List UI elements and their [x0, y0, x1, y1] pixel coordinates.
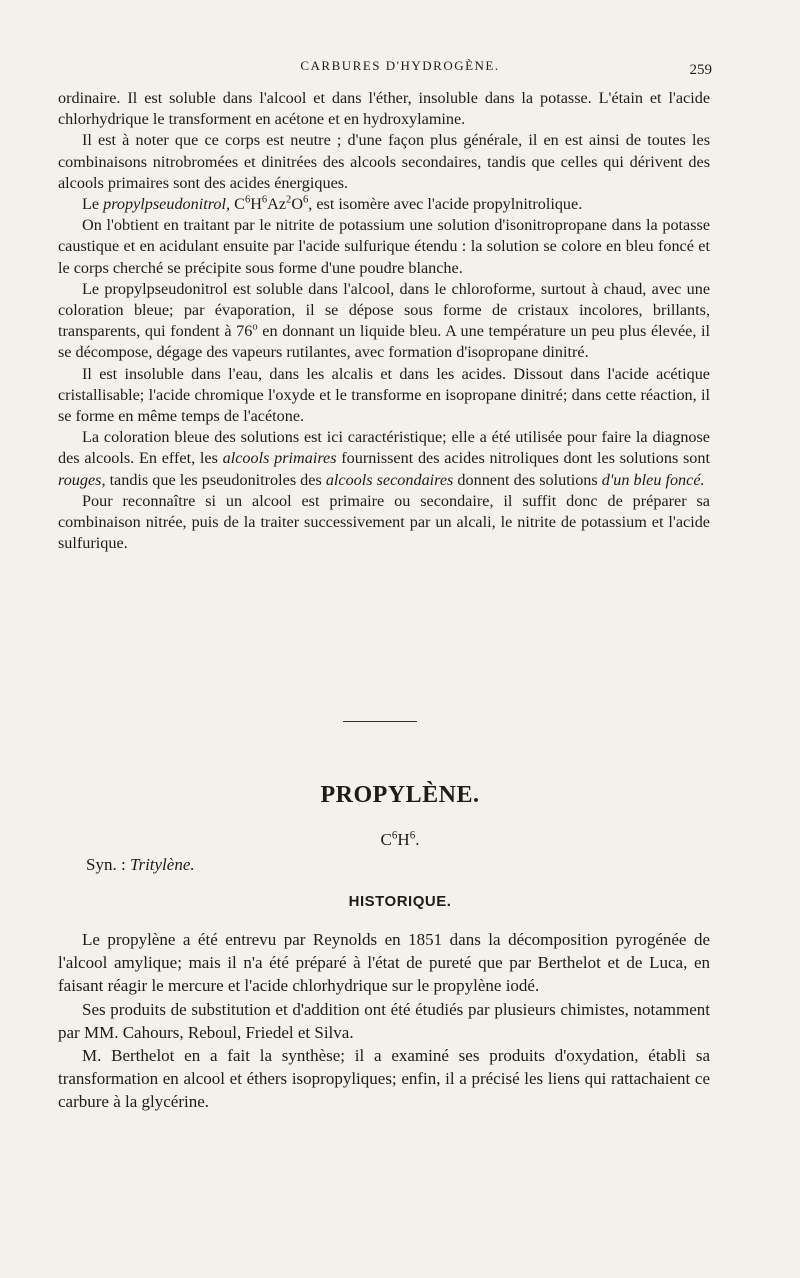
- superscript: 6: [391, 829, 398, 842]
- superscript: 6: [261, 194, 268, 206]
- page-number: 259: [689, 62, 712, 78]
- paragraph: [58, 491, 710, 555]
- paragraph: [58, 998, 710, 1044]
- superscript: 6: [303, 194, 309, 206]
- text-run: H: [397, 830, 410, 849]
- synonym-label: Syn. :: [86, 855, 130, 874]
- paragraph: [58, 194, 710, 215]
- superscript: o: [252, 321, 258, 333]
- text-run: Pour reconnaître si un alcool est primaire ou secondaire, il suffit donc de préparer sa combinaison nitrée, puis de la traiter successivement par un alcali, le nitrite de potassium et l'acide sulfurique.: [58, 491, 710, 553]
- text-run: , est isomère avec l'acide propylnitrolique.: [308, 195, 583, 214]
- paragraph: [58, 88, 710, 130]
- running-title: CARBURES D'HYDROGÈNE.: [300, 58, 500, 73]
- italic-text: d'un bleu foncé.: [601, 470, 705, 489]
- subsection-title: HISTORIQUE.: [348, 893, 452, 910]
- italic-text: alcools primaires: [222, 449, 337, 468]
- body-text-top: [58, 88, 710, 554]
- text-run: O: [291, 195, 304, 214]
- italic-text: alcools secondaires: [325, 470, 454, 489]
- paragraph: [58, 364, 710, 428]
- text-run: C: [230, 195, 245, 214]
- italic-text: propylpseudonitrol,: [103, 195, 231, 214]
- section-title: PROPYLÈNE.: [320, 782, 480, 808]
- synonym-line: [86, 855, 195, 875]
- italic-text: rouges,: [58, 470, 106, 489]
- text-run: tandis que les pseudonitroles des: [105, 470, 326, 489]
- paragraph: [58, 928, 710, 998]
- synonym-value: Tritylène.: [129, 855, 195, 874]
- chemical-formula: [0, 830, 800, 850]
- superscript: 6: [244, 194, 251, 206]
- text-run: Il est insoluble dans l'eau, dans les alcalis et dans les acides. Dissout dans l'acide acétique cristallisable; l'acide chromique l'oxyde et le transforme en isopropane dinitré; dans cette réaction, il se forme en même temps de l'acétone.: [58, 364, 710, 426]
- text-run: Le propylpseudonitrol est soluble dans l'alcool, dans le chloroforme, surtout à chaud, avec une coloration bleue; par évaporation, il se dépose sous forme de cristaux incolores, brillants, transparents, qui fondent à 76: [58, 279, 710, 341]
- text-run: Il est à noter que ce corps est neutre ; d'une façon plus générale, il en est ainsi de toutes les combinaisons nitrobromées et dinitrées des alcools secondaires, tandis que celles qui dérivent des alcools primaires sont des acides énergiques.: [58, 131, 710, 192]
- text-run: C: [380, 830, 392, 849]
- body-text-bottom: [58, 928, 710, 1114]
- text-run: ordinaire. Il est soluble dans l'alcool et dans l'éther, insoluble dans la potasse. L'étain et l'acide chlorhydrique le transforment en acétone et en hydroxylamine.: [58, 89, 710, 129]
- text-run: .: [415, 830, 420, 849]
- text-run: Ses produits de substitution et d'addition ont été étudiés par plusieurs chimistes, notamment par MM. Cahours, Reboul, Friedel et Silva.: [58, 999, 710, 1042]
- paragraph: [58, 279, 710, 364]
- text-run: Le: [82, 195, 104, 214]
- paragraph: [58, 130, 710, 194]
- text-run: La coloration bleue des solutions est ici caractéristique; elle a été utilisée pour faire la diagnose des alcools. En effet, les: [58, 428, 710, 468]
- superscript: 2: [286, 194, 292, 206]
- text-run: fournissent des acides nitroliques dont les solutions sont: [336, 449, 710, 468]
- text-run: Az: [267, 195, 287, 214]
- text-run: H: [250, 195, 262, 214]
- text-run: On l'obtient en traitant par le nitrite de potassium une solution d'isonitropropane dans la potasse caustique et en acidulant ensuite par l'acide sulfurique étendu : la solution se colore en bleu foncé et le corps cherché se précipite sous forme d'une poudre blanche.: [58, 216, 710, 277]
- text-run: donnent des solutions: [453, 470, 602, 489]
- paragraph: [58, 427, 710, 491]
- superscript: 6: [409, 829, 416, 842]
- section-divider: [343, 721, 417, 722]
- text-run: en donnant un liquide bleu. A une température un peu plus élevée, il se décompose, dégage des vapeurs rutilantes, avec formation d'isopropane dinitré.: [58, 322, 711, 362]
- paragraph: [58, 1044, 710, 1114]
- text-run: M. Berthelot en a fait la synthèse; il a examiné ses produits d'oxydation, établi sa transformation en alcool et éthers isopropyliques; enfin, il a précisé les liens qui rattachaient ce carbure à la glycérine.: [58, 1046, 710, 1112]
- text-run: Le propylène a été entrevu par Reynolds en 1851 dans la décomposition pyrogénée de l'alcool amylique; mais il n'a été préparé à l'état de pureté que par Berthelot et de Luca, en faisant réagir le mercure et l'acide chlorhydrique sur le propylène iodé.: [58, 930, 710, 996]
- paragraph: [58, 215, 710, 279]
